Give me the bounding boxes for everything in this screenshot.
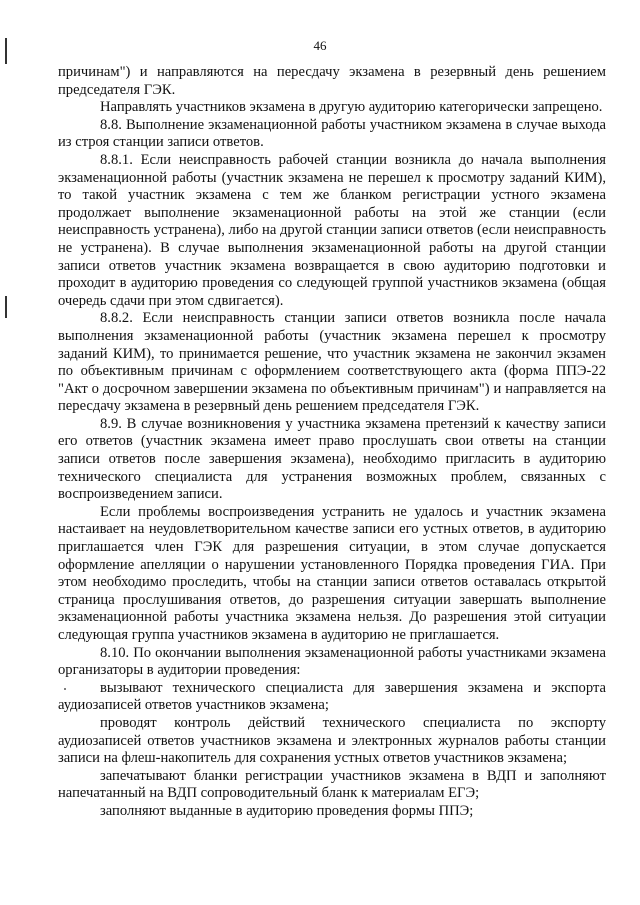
list-item-control-export: проводят контроль действий технического специалиста по экспорту аудиозаписей ответов участников экзамена и электронных журналов работы станции записи на флеш-накопитель для сохранения устных ответов участников экзамена;	[58, 714, 606, 767]
paragraph-8-8-2: 8.8.2. Если неисправность станции записи ответов возникла после начала выполнения экзаменационной работы (участник экзамена перешел к просмотру заданий КИМ), то принимается решение, что участник экзамена не закончил экзамен по объективным причинам с оформлением соответствующего акта (форма ППЭ-22 "Акт о досрочном завершении экзамена по объективным причинам") и направляется на пересдачу экзамена в резервный день решением председателя ГЭК.	[58, 310, 606, 415]
list-item-seal-forms: запечатывают бланки регистрации участников экзамена в ВДП и заполняют напечатанный на ВДП сопроводительный бланк к материалам ЕГЭ;	[58, 767, 606, 802]
section-heading-8-8: 8.8. Выполнение экзаменационной работы участником экзамена в случае выхода из строя станции записи ответов.	[58, 116, 606, 151]
paragraph-playback-issues: Если проблемы воспроизведения устранить не удалось и участник экзамена настаивает на неудовлетворительном качестве записи его устных ответов, в аудиторию приглашается член ГЭК для разрешения ситуации, в этом случае допускается оформление апелляции о нарушении установленного Порядка проведения ГИА. При этом необходимо проследить, чтобы на станции записи ответов оставалась открытой страница прослушивания ответов, до разрешения ситуации завершать выполнение экзаменационной работы участника экзамена нельзя. До разрешения этой ситуации следующая группа участников экзамена в аудиторию не приглашается.	[58, 503, 606, 643]
paragraph-8-8-1: 8.8.1. Если неисправность рабочей станции возникла до начала выполнения экзаменационной работы (участник экзамена не перешел к просмотру заданий КИМ), то такой участник экзамена с тем же бланком регистрации устного экзамена продолжает выполнение экзаменационной работы на этой же станции (если неисправность устранена), либо на другой станции записи ответов (если неисправность не устранена). В случае выполнения экзаменационной работы на другой станции записи ответов участник экзамена возвращается в свою аудиторию подготовки и проходит в аудиторию проведения со следующей группой участников экзамена (общая очередь сдачи при этом сдвигается).	[58, 151, 606, 309]
paragraph-prohibition: Направлять участников экзамена в другую аудиторию категорически запрещено.	[100, 99, 603, 116]
paragraph-continuation: причинам") и направляются на пересдачу экзамена в резервный день решением председателя ГЭК.	[58, 64, 606, 98]
page-number: 46	[313, 38, 327, 53]
list-item-fill-forms: заполняют выданные в аудиторию проведения формы ППЭ;	[100, 802, 474, 819]
paragraph-8-10: 8.10. По окончании выполнения экзаменационной работы участниками экзамена организаторы в аудитории проведения:	[58, 644, 606, 679]
paragraph-8-9: 8.9. В случае возникновения у участника экзамена претензий к качеству записи его ответов (участник экзамена имеет право прослушать свои ответы на станции записи ответов после завершения экзамена), необходимо пригласить в аудиторию технического специалиста для устранения возможных проблем, связанных с воспроизведением записи.	[58, 415, 606, 503]
list-item-call-technician: вызывают технического специалиста для завершения экзамена и экспорта аудиозаписей ответов участников экзамена;	[58, 679, 606, 714]
document-body	[58, 64, 606, 821]
scan-edge-mark-middle	[5, 296, 7, 318]
